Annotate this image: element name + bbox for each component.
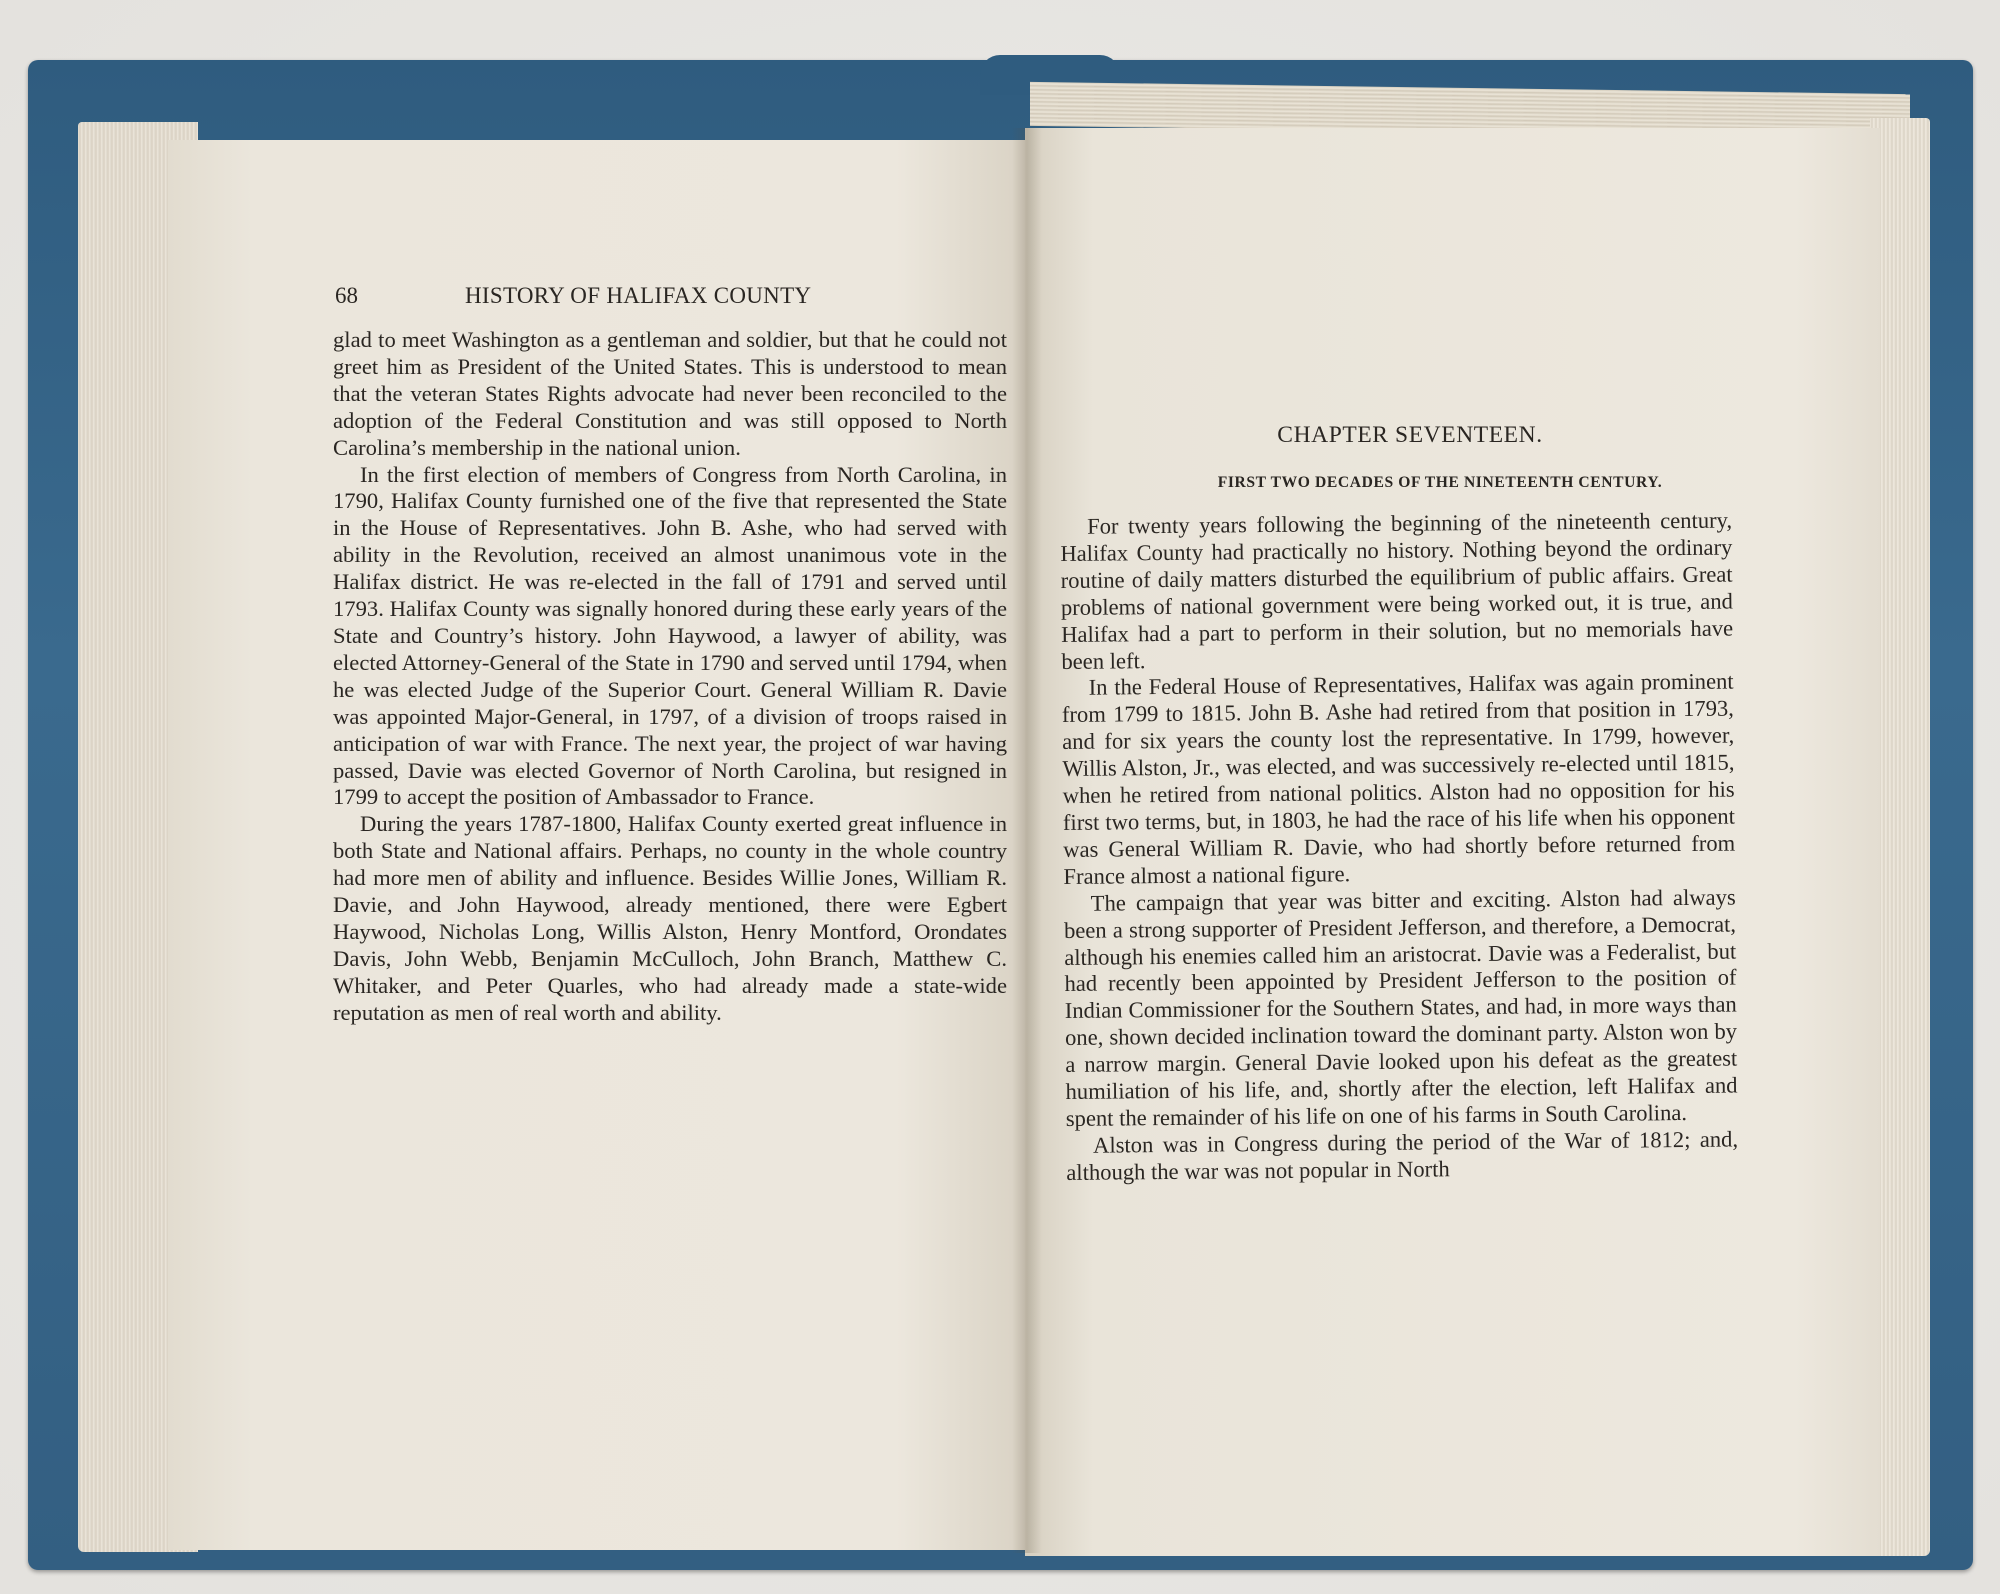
right-page-body — [1060, 508, 1738, 1187]
page-number: 68 — [335, 283, 358, 308]
right-paragraph-2: In the Federal House of Representatives, Halifax was again prominent from 1799 to 1815. John B. Ashe had retired from that position in 1793, and for six years the county lost the representative. In 1799, however, Willis Alston, Jr., was elected, and was successively re-elected until 1815, when he retired from national politics. Alston had no opposition for his first two terms, but, in 1803, he had the race of his life when his opponent was General William R. Davie, who had shortly before returned from France almost a national figure. — [1061, 668, 1736, 889]
right-paragraph-3: The campaign that year was bitter and exciting. Alston had always been a strong supporter of President Jefferson, and therefore, a Democrat, although his enemies called him an aristocrat. Davie was a Federalist, but had recently been appointed by President Jefferson to the position of Indian Commissioner for the Southern States, and had, in more ways than one, shown decided inclination toward the dominant party. Alston won by a narrow margin. General Davie looked upon his defeat as the greatest humiliation of his life, and, shortly after the election, left Halifax and spent the remainder of his life on one of his farms in South Carolina. — [1063, 884, 1738, 1131]
right-paragraph-1: For twenty years following the beginning of the nineteenth century, Halifax County had practically no history. Nothing beyond the ordinary routine of daily matters disturbed the equilibrium of public affairs. Great problems of national government were being worked out, it is true, and Halifax had a part to perform in their solution, but no memorials have been left. — [1060, 507, 1734, 674]
left-page-body — [333, 327, 1007, 1027]
chapter-title: CHAPTER SEVENTEEN. — [1277, 422, 1543, 448]
running-title: HISTORY OF HALIFAX COUNTY — [465, 283, 812, 308]
left-paragraph-3: During the years 1787-1800, Halifax County exerted great influence in both State and National affairs. Perhaps, no county in the whole country had more men of ability and influence. Besides Willie Jones, William R. Davie, and John Haywood, already mentioned, there were Egbert Haywood, Nicholas Long, Willis Alston, Henry Montford, Orondates Davis, John Webb, Benjamin McCulloch, John Branch, Matthew C. Whitaker, and Peter Quarles, who had already made a state-wide reputation as men of real worth and ability. — [333, 811, 1007, 1025]
left-paragraph-2: In the first election of members of Congress from North Carolina, in 1790, Halifax County furnished one of the five that represented the State in the House of Representatives. John B. Ashe, who had served with ability in the Revolution, received an almost unanimous vote in the Halifax district. He was re-elected in the fall of 1791 and served until 1793. Halifax County was signally honored during these early years of the State and Country’s history. John Haywood, a lawyer of ability, was elected Attorney-General of the State in 1790 and served until 1794, when he was elected Judge of the Superior Court. General William R. Davie was appointed Major-General, in 1797, of a division of troops raised in anticipation of war with France. The next year, the project of war having passed, Davie was elected Governor of North Carolina, but resigned in 1799 to accept the position of Ambassador to France. — [333, 461, 1007, 810]
left-paragraph-1: glad to meet Washington as a gentleman and soldier, but that he could not greet him as President of the United States. This is understood to mean that the veteran States Rights advocate had never been reconciled to the adoption of the Federal Constitution and was still opposed to North Carolina’s membership in the national union. — [333, 327, 1007, 460]
right-paragraph-4: Alston was in Congress during the period of the War of 1812; and, although the war was not popular in North — [1066, 1126, 1739, 1185]
book-gutter — [1012, 128, 1042, 1553]
chapter-subtitle: FIRST TWO DECADES OF THE NINETEENTH CENTURY. — [1217, 474, 1663, 491]
